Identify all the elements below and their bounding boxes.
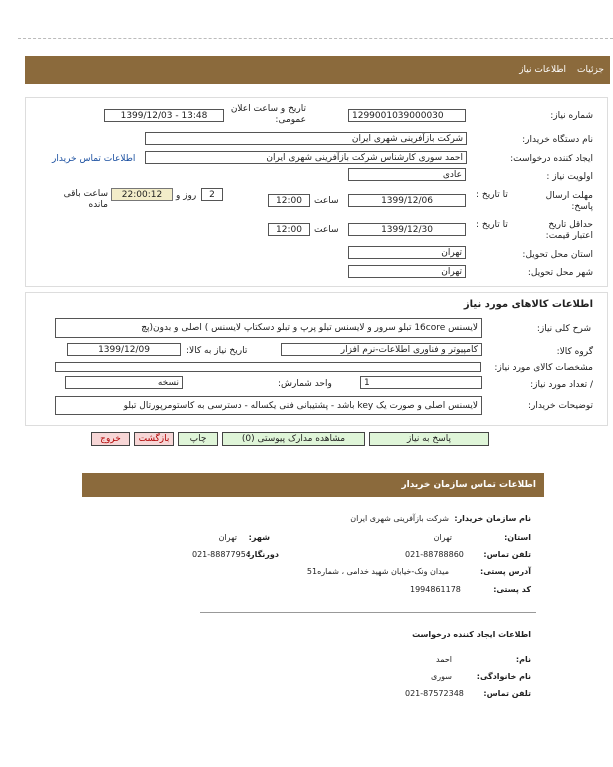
countdown-field: 22:00:12 <box>111 188 173 201</box>
priority-field: عادی <box>348 168 466 181</box>
creator-field: احمد سوری کارشناس شرکت بازآفرینی شهری ایران <box>145 151 467 164</box>
province-label: استان محل تحویل: <box>522 250 593 260</box>
priority-label: اولویت نیاز : <box>546 172 593 182</box>
contact-city-label: شهر: <box>248 533 270 542</box>
contact-postal-value: 1994861178 <box>410 585 461 594</box>
price-valid-time-field: 12:00 <box>268 223 310 236</box>
time-left-label: ساعت باقی مانده <box>63 189 108 210</box>
reply-to-need-button[interactable]: پاسخ به نیاز <box>369 432 489 446</box>
qty-label: / تعداد مورد نیاز: <box>530 380 593 390</box>
view-attachments-button[interactable]: مشاهده مدارک پیوستی (0) <box>222 432 365 446</box>
announce-date-field: 1399/12/03 - 13:48 <box>104 109 224 122</box>
back-button[interactable]: بازگشت <box>134 432 174 446</box>
contact-province-label: استان: <box>504 533 531 542</box>
contact-section-title: اطلاعات تماس سازمان خریدار <box>401 480 536 490</box>
buyer-desc-field: لایسنس اصلی و صورت یک key باشد - پشتیبانی فنی یکساله - دسترسی به کاستومرپورتال تبلو <box>55 396 482 415</box>
day-and-label: روز و <box>176 191 197 201</box>
requester-phone-label: تلفن تماس: <box>483 689 531 698</box>
price-valid-time-label: ساعت <box>314 225 339 235</box>
need-number-label: شماره نیاز: <box>550 111 593 121</box>
tab-details[interactable]: جزئیات <box>577 65 604 75</box>
city-field: تهران <box>348 265 466 278</box>
contact-fax-value: 021-88877954 <box>192 550 251 559</box>
province-field: تهران <box>348 246 466 259</box>
contact-org-label: نام سازمان خریدار: <box>454 514 531 523</box>
goods-specs-label: مشخصات کالای مورد نیاز: <box>494 363 593 373</box>
exit-button[interactable]: خروج <box>91 432 130 446</box>
top-dashed-divider <box>18 38 613 39</box>
requester-family-label: نام خانوادگی: <box>476 672 531 681</box>
requester-phone-value: 021-87572348 <box>405 689 464 698</box>
qty-field: 1 <box>360 376 482 389</box>
goods-section-title: اطلاعات کالاهای مورد نیاز <box>463 299 593 310</box>
unit-field: نسخه <box>65 376 183 389</box>
contact-org-value: شرکت بازآفرینی شهری ایران <box>350 514 449 523</box>
deadline-date-field: 1399/12/06 <box>348 194 466 207</box>
contact-city-value: تهران <box>218 533 237 542</box>
contact-phone-label: تلفن تماس: <box>483 550 531 559</box>
deadline-label: مهلت ارسال پاسخ: <box>545 191 593 212</box>
contact-address-label: آدرس پستی: <box>480 567 531 576</box>
requester-name-value: احمد <box>436 655 452 664</box>
requester-family-value: سوری <box>431 672 452 681</box>
announce-date-label: تاریخ و ساعت اعلان عمومی: <box>230 104 306 125</box>
deadline-time-field: 12:00 <box>268 194 310 207</box>
requester-name-label: نام: <box>515 655 531 664</box>
price-valid-until-label: تا تاریخ : <box>476 220 508 230</box>
buyer-desc-label: توضیحات خریدار: <box>527 401 593 411</box>
deadline-time-label: ساعت <box>314 196 339 206</box>
price-valid-date-field: 1399/12/30 <box>348 223 466 236</box>
contact-province-value: تهران <box>433 533 452 542</box>
need-date-field: 1399/12/09 <box>67 343 181 356</box>
buyer-contact-link[interactable]: اطلاعات تماس خریدار <box>52 154 136 164</box>
buyer-org-label: نام دستگاه خریدار: <box>522 135 593 145</box>
goods-group-label: گروه کالا: <box>556 347 593 357</box>
goods-specs-field <box>55 362 481 372</box>
city-label: شهر محل تحویل: <box>527 268 593 278</box>
requester-section-title: اطلاعات ایجاد کننده درخواست <box>412 630 531 639</box>
buyer-org-field: شرکت بازآفرینی شهری ایران <box>145 132 467 145</box>
deadline-until-label: تا تاریخ : <box>476 190 508 200</box>
page-header-bar <box>25 56 610 84</box>
creator-label: ایجاد کننده درخواست: <box>510 154 593 164</box>
goods-group-field: کامپیوتر و فناوری اطلاعات-نرم افزار <box>281 343 482 356</box>
goods-summary-field: لایسنس 16core تبلو سرور و لایسنس تبلو پرپ و تبلو دسکتاپ لایسنس ) اصلی و بدون(پچ <box>55 318 482 338</box>
contact-address-value: میدان ونک-خیابان شهید خدامی ، شماره51 <box>306 567 449 576</box>
contact-divider <box>200 612 536 613</box>
tab-need-info[interactable]: اطلاعات نیاز <box>519 65 566 75</box>
days-left-field: 2 <box>201 188 223 201</box>
need-date-label: تاریخ نیاز به کالا: <box>186 346 248 356</box>
contact-fax-label: دورنگار: <box>246 550 279 559</box>
unit-label: واحد شمارش: <box>278 379 332 389</box>
need-number-field: 1299001039000030 <box>348 109 466 122</box>
goods-summary-label: شرح کلی نیاز: <box>536 324 591 334</box>
print-button[interactable]: چاپ <box>178 432 218 446</box>
price-valid-label: حداقل تاریخ اعتبار قیمت: <box>545 220 593 241</box>
contact-phone-value: 021-88788860 <box>405 550 464 559</box>
contact-postal-label: کد پستی: <box>493 585 531 594</box>
